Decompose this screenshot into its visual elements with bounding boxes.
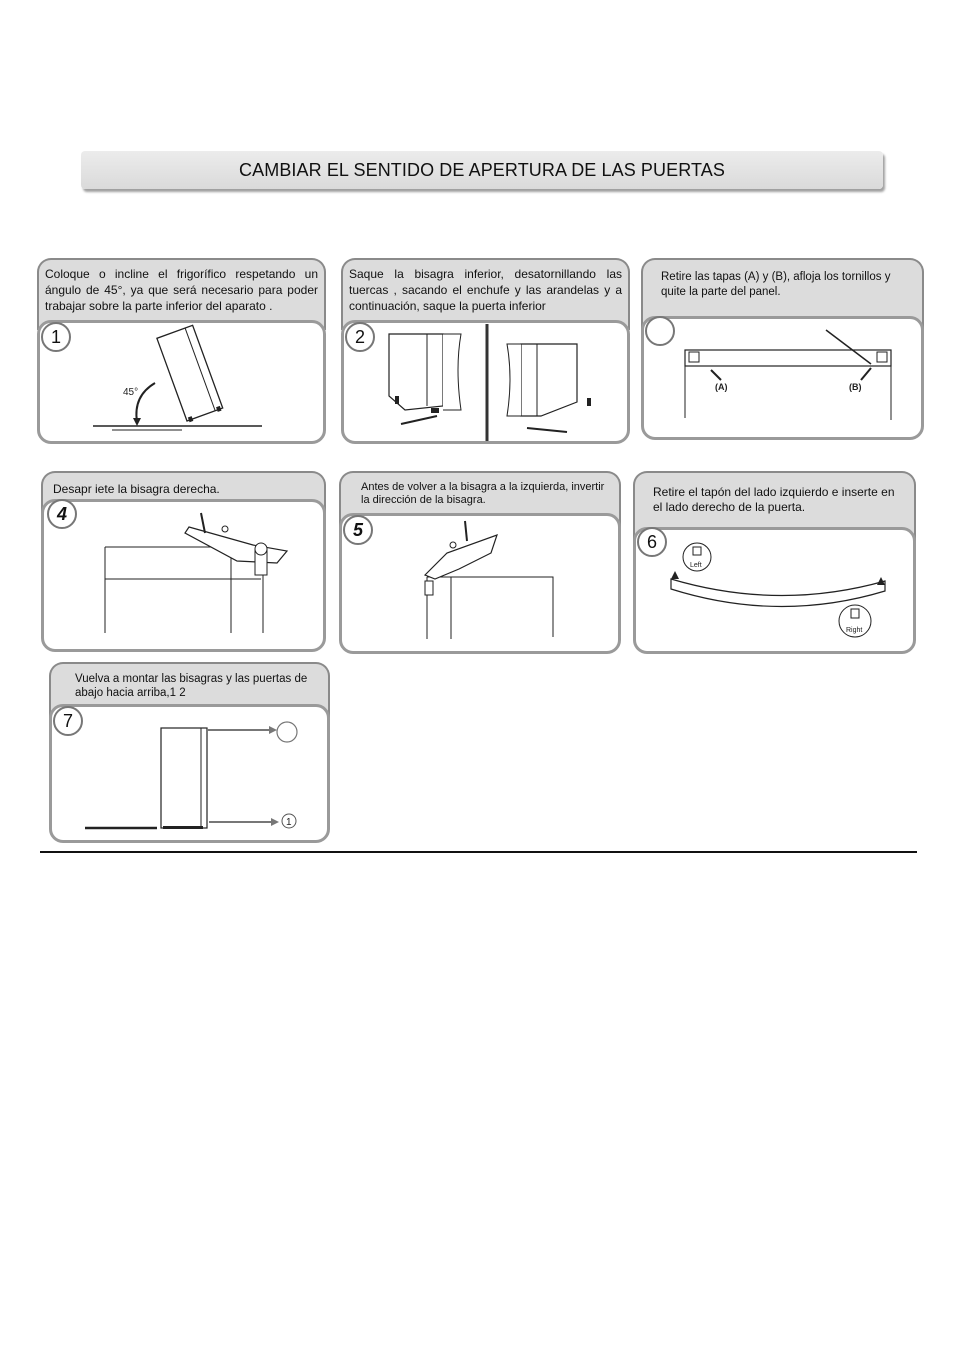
step-6-left-label: Left (690, 562, 702, 569)
step-2-text: Saque la bisagra inferior, desatornillando las tuercas , sacando el enchufe y las arandelas y a continuación, saque la puerta inferior (349, 267, 622, 313)
section-title-bar (81, 151, 883, 189)
step-4 (41, 471, 326, 652)
step-2-illustration (341, 258, 630, 444)
step-4-illustration (41, 471, 326, 652)
step-7-text: Vuelva a montar las bisagras y las puertas de abajo hacia arriba,1 2 (75, 673, 308, 699)
step-6-text: Retire el tapón del lado izquierdo e inserte en el lado derecho de la puerta. (653, 485, 895, 514)
step-4-text: Desapr iete la bisagra derecha. (53, 482, 220, 496)
step-6 (633, 471, 916, 654)
step-2 (341, 258, 630, 444)
step-6-illustration (633, 471, 916, 654)
step-3-illustration (641, 258, 924, 440)
horizontal-rule (40, 851, 917, 853)
step-3 (641, 258, 924, 440)
step-1-angle-label: 45° (123, 387, 139, 398)
step-7 (49, 662, 330, 843)
step-1-text: Coloque o incline el frigorífico respetando un ángulo de 45°, ya que será necesario para poder trabajar sobre la parte inferior del aparato . (45, 267, 318, 313)
step-7-number: 7 (53, 706, 83, 736)
step-7-marker-1: 1 (286, 817, 292, 828)
step-3-text: Retire las tapas (A) y (B), afloja los tornillos y quite la parte del panel. (661, 271, 891, 298)
step-5-illustration (339, 471, 621, 654)
section-title: CAMBIAR EL SENTIDO DE APERTURA DE LAS PUERTAS (239, 159, 725, 180)
step-5-text: Antes de volver a la bisagra a la izquierda, invertir la dirección de la bisagra. (361, 481, 605, 506)
step-1-number: 1 (41, 322, 71, 352)
step-1-illustration (37, 258, 326, 444)
step-4-number: 4 (47, 499, 77, 529)
step-5-number: 5 (343, 515, 373, 545)
step-2-number: 2 (345, 322, 375, 352)
step-3-label-b: (B) (849, 382, 862, 392)
step-6-number: 6 (637, 527, 667, 557)
step-3-label-a: (A) (715, 382, 728, 392)
step-1 (37, 258, 326, 444)
step-5 (339, 471, 621, 654)
step-7-illustration (49, 662, 330, 843)
step-6-right-label: Right (846, 627, 863, 634)
